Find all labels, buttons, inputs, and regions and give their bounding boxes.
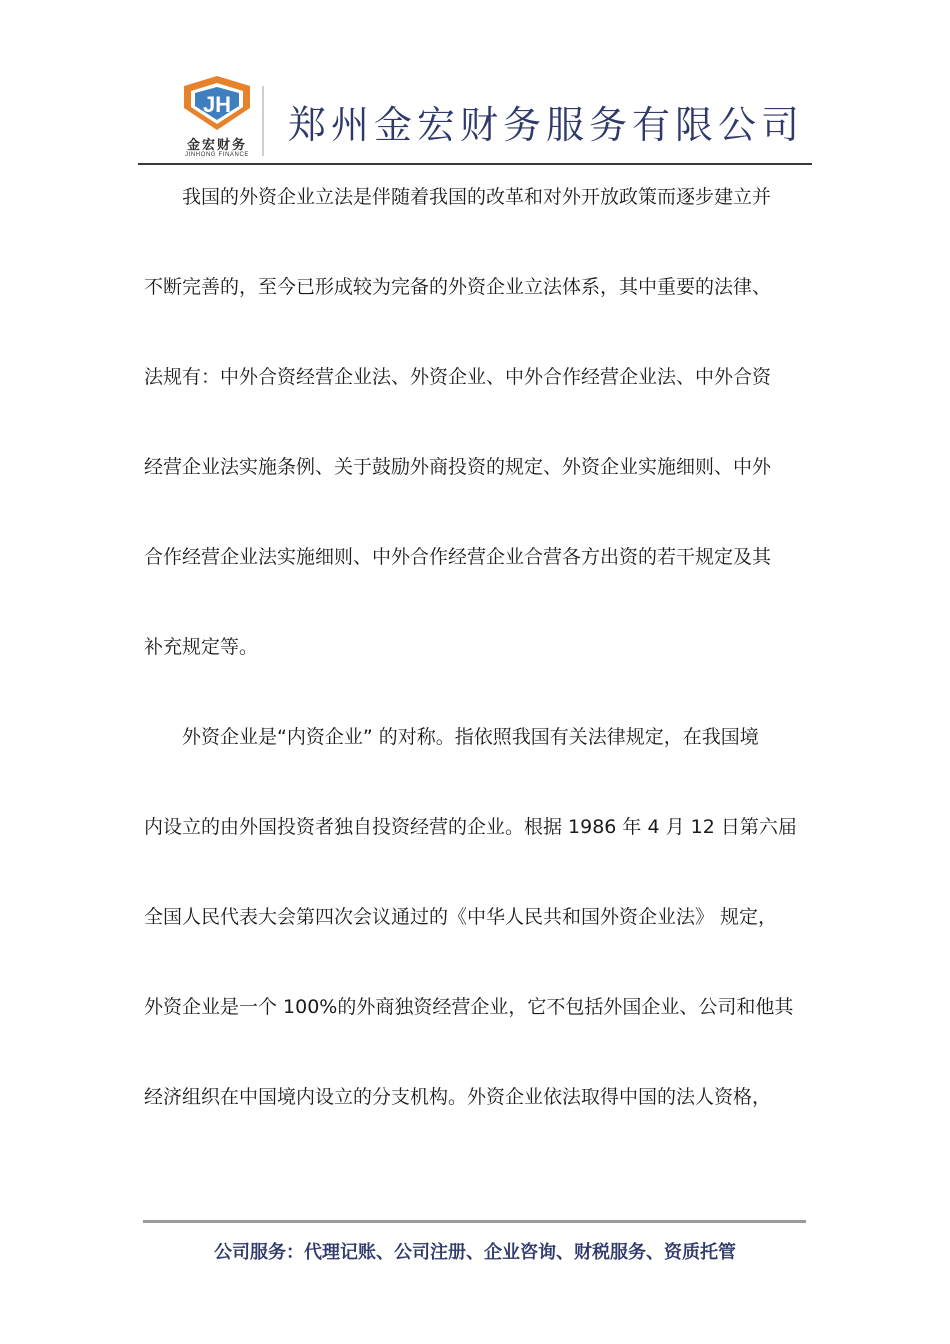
header-divider [262,86,264,156]
footer-services: 公司服务：代理记账、公司注册、企业咨询、财税服务、资质托管 [214,1242,736,1263]
text-line: 经营企业法实施条例、关于鼓励外商投资的规定、外资企业实施细则、中外 [144,456,772,478]
text-line: 我国的外资企业立法是伴随着我国的改革和对外开放政策而逐步建立并 [182,186,772,208]
text-line: 内设立的由外国投资者独自投资经营的企业。根据 1986 年 4 月 12 日第六届 [144,816,797,838]
text-line: 全国人民代表大会第四次会议通过的《中华人民共和国外资企业法》 规定， [144,906,778,928]
text-line: 补充规定等。 [144,636,259,658]
shield-logo-icon [178,74,256,132]
text-line: 法规有：中外合资经营企业法、外资企业、中外合作经营企业法、中外合资 [144,366,772,388]
header-rule [138,163,812,165]
text-line: 不断完善的，至今已形成较为完备的外资企业立法体系，其中重要的法律、 [144,276,772,298]
logo-chinese-name: 金宏财务 [186,138,247,153]
footer-rule [143,1220,806,1223]
company-logo [178,74,256,162]
logo-english-name: JINHONG FINANCE [184,152,249,158]
text-line: 经济组织在中国境内设立的分支机构。外资企业依法取得中国的法人资格， [144,1086,772,1108]
company-name: 郑州金宏财务服务有限公司 [288,103,805,147]
page-header [138,68,812,164]
text-line: 外资企业是一个 100%的外商独资经营企业，它不包括外国企业、公司和他其 [144,996,794,1018]
text-line: 外资企业是“内资企业” 的对称。指依照我国有关法律规定，在我国境 [182,726,759,748]
logo-monogram: JH [202,92,232,117]
document-body [144,178,797,1168]
text-line: 合作经营企业法实施细则、中外合作经营企业合营各方出资的若干规定及其 [144,546,772,568]
